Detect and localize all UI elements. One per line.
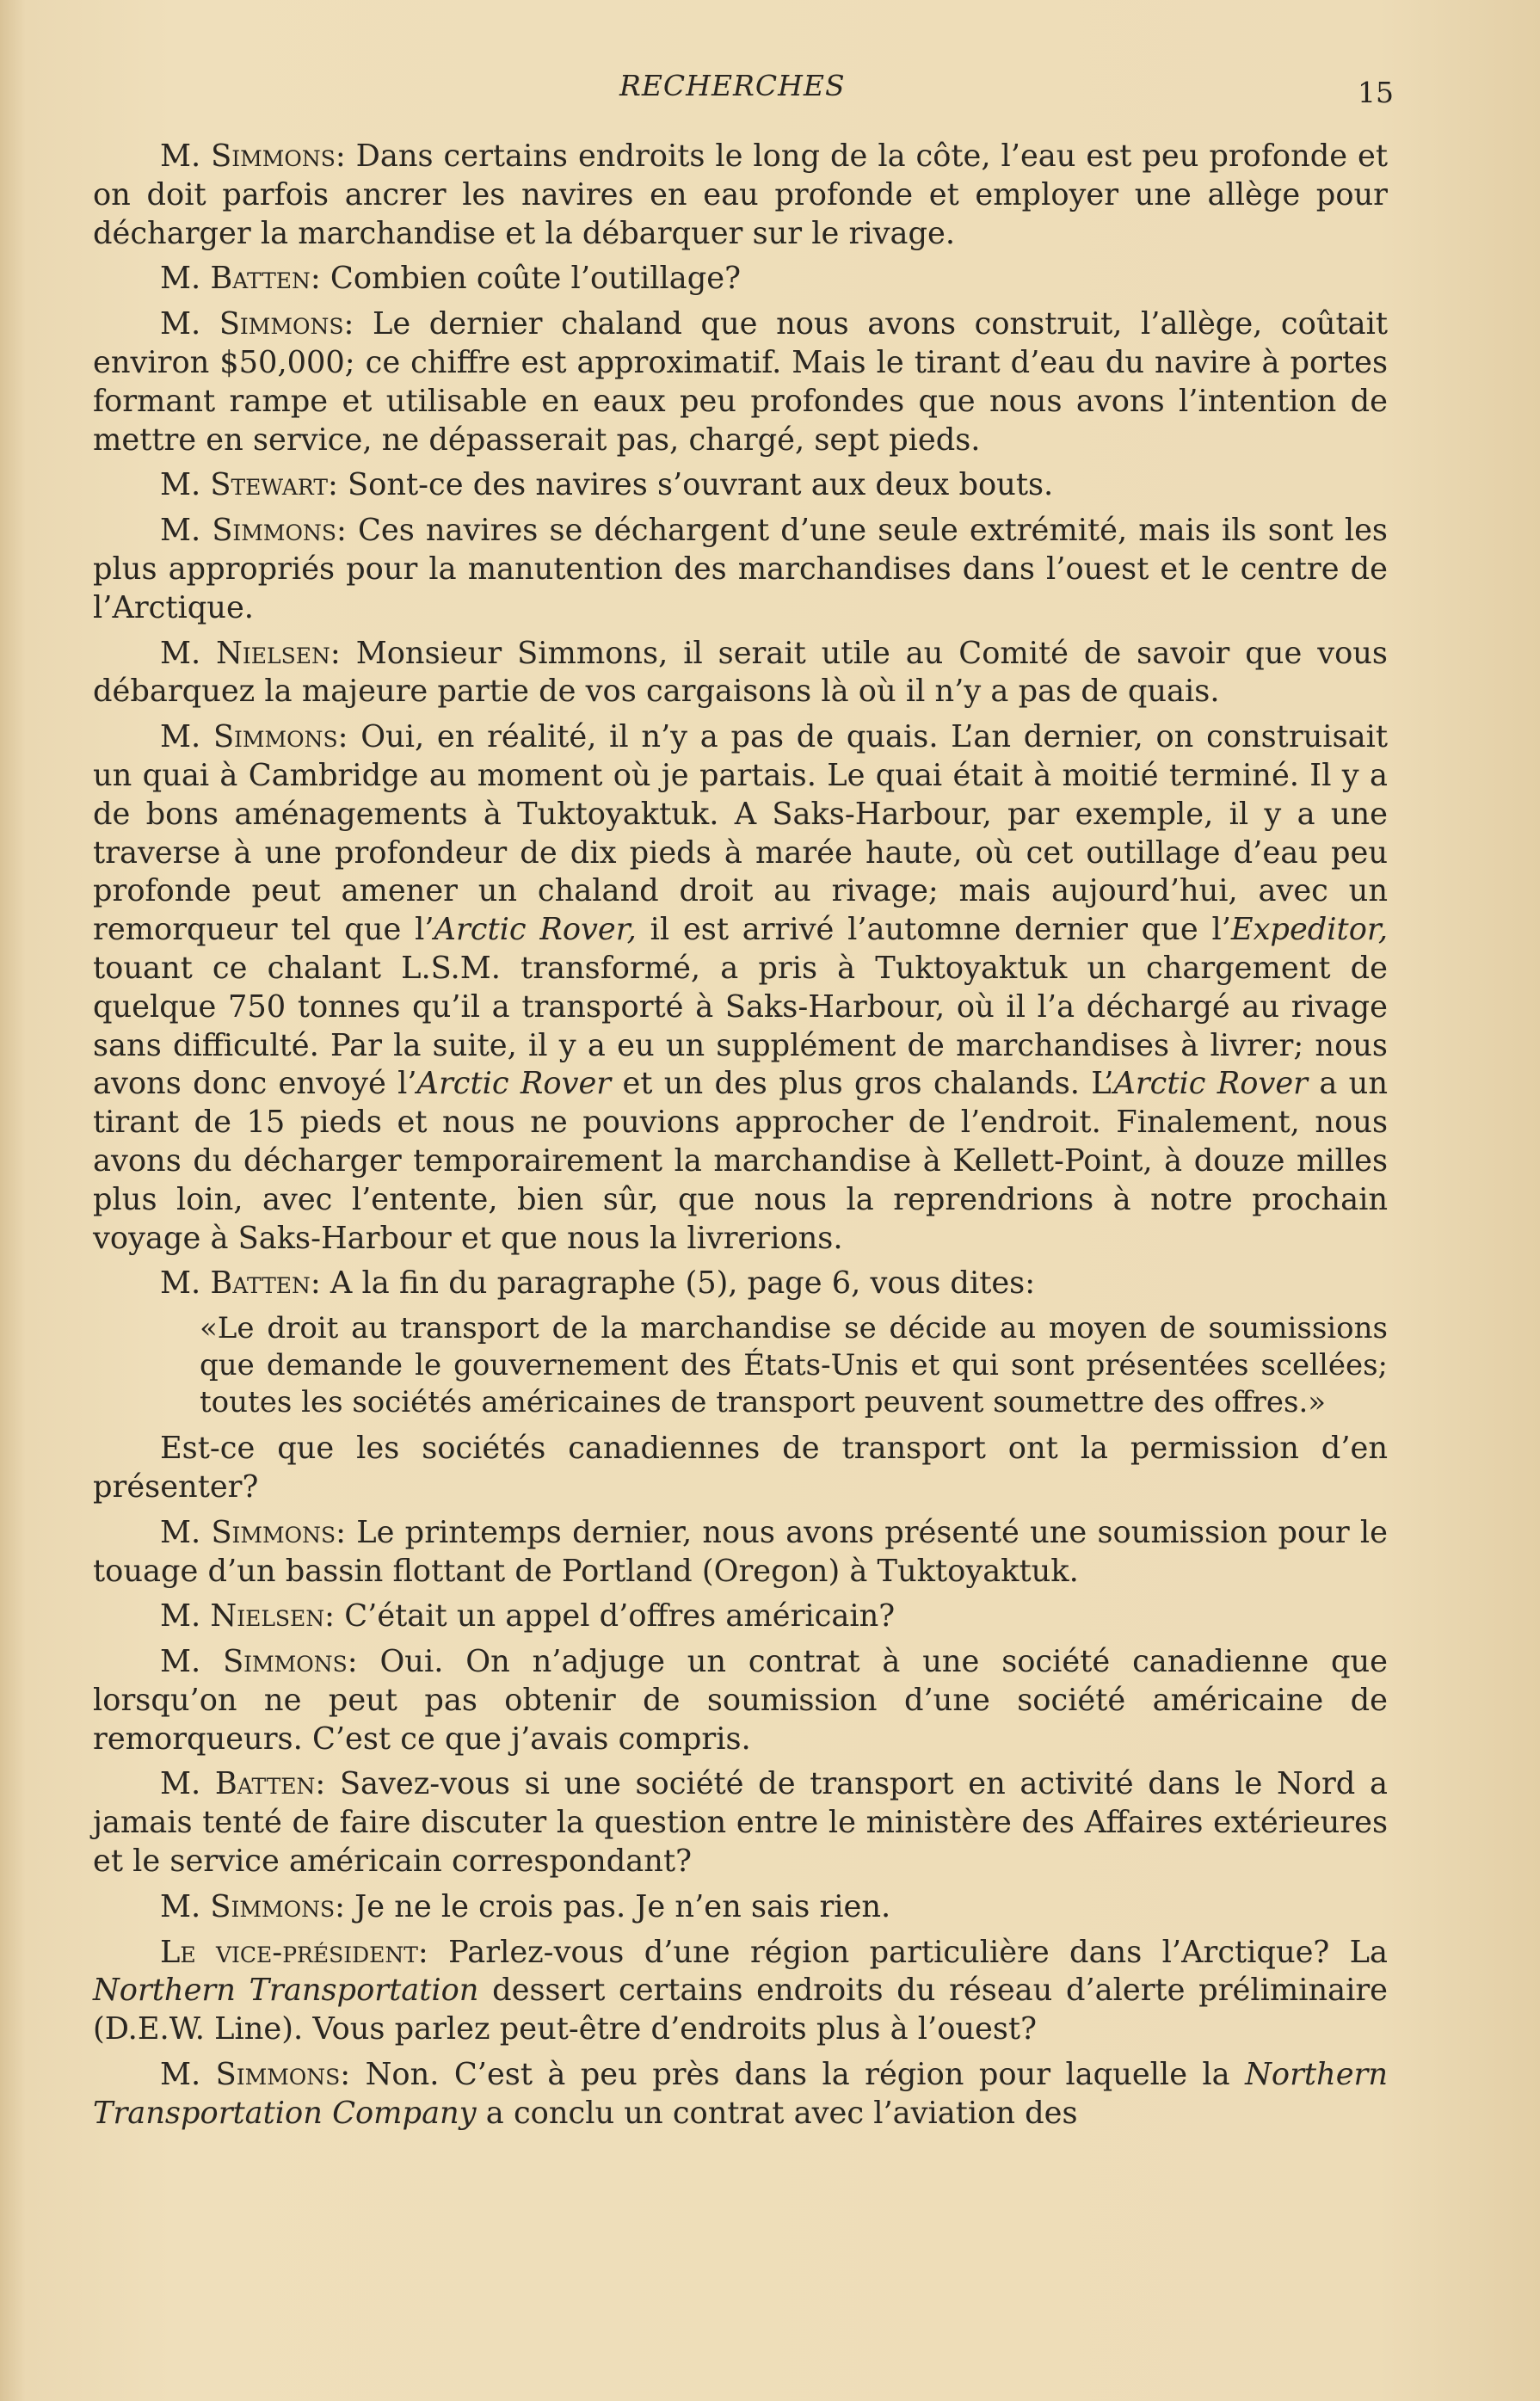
- speech-text: Non. C’est à peu près dans la région pour laquelle la: [350, 2057, 1246, 2093]
- speaker-name: M. Simmons:: [160, 139, 346, 174]
- ship-name: Arctic Rover: [1113, 1066, 1309, 1102]
- running-head: RECHERCHES: [619, 69, 846, 102]
- paragraph: [93, 1598, 1388, 1636]
- company-name: Northern Transportation Company: [93, 2057, 1388, 2131]
- speaker-name: M. Simmons:: [160, 1888, 345, 1924]
- ship-name: Arctic Rover,: [434, 912, 637, 948]
- speech-text: a un tirant de 15 pieds et nous ne pouvions approcher de l’endroit. Finalement, nous avons du décharger temporairement la marchandise à Kellett-Point, à douze milles plus loin, avec l’entente, bien sûr, que nous la reprendrions à notre prochain voyage à Saks-Harbour et que nous la livrerions.: [93, 1066, 1388, 1256]
- paragraph: Est-ce que les sociétés canadiennes de transport ont la permission d’en présenter?: [93, 1431, 1388, 1505]
- speech-text: Le dernier chaland que nous avons construit, l’allège, coûtait environ $50,000; ce chiffre est approximatif. Mais le tirant d’eau du navire à portes formant rampe et utilisable en eaux peu profondes que nous avons l’intention de mettre en service, ne dépasserait pas, chargé, sept pieds.: [93, 306, 1388, 458]
- paragraph: [93, 1765, 1388, 1881]
- speaker-name: M. Simmons:: [160, 719, 348, 755]
- paragraph: [93, 1643, 1388, 1758]
- speaker-name: Le vice-président:: [160, 1934, 428, 1970]
- speech-text: dessert certains endroits du réseau d’alerte préliminaire (D.E.W. Line). Vous parlez peut-être d’endroits plus à l’ouest?: [93, 1973, 1388, 2047]
- speech-text: Je ne le crois pas. Je n’en sais rien.: [344, 1888, 891, 1924]
- speaker-name: M. Simmons:: [160, 2057, 351, 2093]
- speaker-name: M. Simmons:: [160, 513, 347, 549]
- paragraph: [93, 1265, 1388, 1303]
- speaker-name: M. Simmons:: [160, 306, 354, 342]
- paragraph: [93, 138, 1388, 253]
- speech-text: Dans certains endroits le long de la côte, l’eau est peu profonde et on doit parfois ancrer les navires en eau profonde et employer une allège pour décharger la marchandise et la débarquer sur le rivage.: [93, 139, 1389, 251]
- paragraph: [93, 1888, 1388, 1927]
- speaker-name: M. Batten:: [160, 1766, 326, 1802]
- speaker-name: M. Simmons:: [160, 1644, 358, 1680]
- speech-text: Oui. On n’adjuge un contrat à une société canadienne que lorsqu’on ne peut pas obtenir de soumission d’une société américaine de remorqueurs. C’est ce que j’avais compris.: [93, 1644, 1389, 1757]
- ship-name: Expeditor,: [1230, 912, 1389, 948]
- paragraph: [93, 1514, 1388, 1591]
- speaker-name: M. Batten:: [160, 261, 321, 297]
- body-text: [93, 138, 1388, 2140]
- speaker-name: M. Stewart:: [160, 467, 338, 503]
- speaker-name: M. Simmons:: [160, 1514, 346, 1550]
- speech-text: et un des plus gros chalands. L’: [611, 1066, 1114, 1102]
- speech-text: Ces navires se déchargent d’une seule extrémité, mais ils sont les plus appropriés pour la manutention des marchandises dans l’ouest et le centre de l’Arctique.: [93, 513, 1388, 625]
- speech-text: Savez-vous si une société de transport en activité dans le Nord a jamais tenté de faire discuter la question entre le ministère des Affaires extérieures et le service américain correspondant?: [93, 1766, 1388, 1880]
- page-header: [0, 69, 1540, 112]
- page-number: 15: [1358, 76, 1394, 109]
- speaker-name: M. Nielsen:: [160, 1598, 336, 1635]
- paragraph: [93, 466, 1388, 505]
- ship-name: Arctic Rover: [416, 1066, 612, 1102]
- paragraph: [93, 718, 1388, 1258]
- speech-text: Monsieur Simmons, il serait utile au Comité de savoir que vous débarquez la majeure partie de vos cargaisons là où il n’y a pas de quais.: [93, 635, 1388, 710]
- paragraph: [93, 1934, 1388, 2049]
- speech-text: touant ce chalant L.S.M. transformé, a pris à Tuktoyaktuk un chargement de quelque 750 tonnes qu’il a transporté à Saks-Harbour, où il l’a déchargé au rivage sans difficulté. Par la suite, il y a eu un supplément de marchandises à livrer; nous avons donc envoyé l’: [93, 950, 1388, 1102]
- speech-text: Parlez-vous d’une région particulière dans l’Arctique? La: [428, 1934, 1389, 1970]
- paragraph: [93, 2056, 1388, 2133]
- speech-text: Combien coûte l’outillage?: [320, 261, 741, 297]
- speech-text: Sont-ce des navires s’ouvrant aux deux bouts.: [337, 467, 1054, 503]
- speech-text: Le printemps dernier, nous avons présenté une soumission pour le touage d’un bassin flottant de Portland (Oregon) à Tuktoyaktuk.: [93, 1514, 1388, 1589]
- paragraph: [93, 635, 1388, 712]
- speech-text: Oui, en réalité, il n’y a pas de quais. L’an dernier, on construisait un quai à Cambridge au moment où je partais. Le quai était à moitié terminé. Il y a de bons aménagements à Tuktoyaktuk. A Saks-Harbour, par exemple, il y a une traverse à une profondeur de dix pieds à marée haute, où cet outillage d’eau peu profonde peut amener un chaland droit au rivage; mais aujourd’hui, avec un remorqueur tel que l’: [93, 719, 1388, 948]
- speech-text: a conclu un contrat avec l’aviation des: [476, 2095, 1078, 2131]
- company-name: Northern Transportation: [93, 1973, 479, 2009]
- block-quote: «Le droit au transport de la marchandise se décide au moyen de soumissions que demande le gouvernement des États-Unis et qui sont présentées scellées; toutes les sociétés américaines de transport peuvent soumettre des offres.»: [200, 1311, 1388, 1420]
- speech-text: C’était un appel d’offres américain?: [335, 1598, 896, 1635]
- paragraph: [93, 260, 1388, 299]
- speech-text: il est arrivé l’automne dernier que l’: [636, 912, 1231, 948]
- paragraph: [93, 512, 1388, 627]
- speaker-name: M. Batten:: [160, 1265, 321, 1302]
- paragraph: [93, 305, 1388, 459]
- speaker-name: M. Nielsen:: [160, 635, 341, 671]
- speech-text: A la fin du paragraphe (5), page 6, vous dites:: [320, 1265, 1036, 1302]
